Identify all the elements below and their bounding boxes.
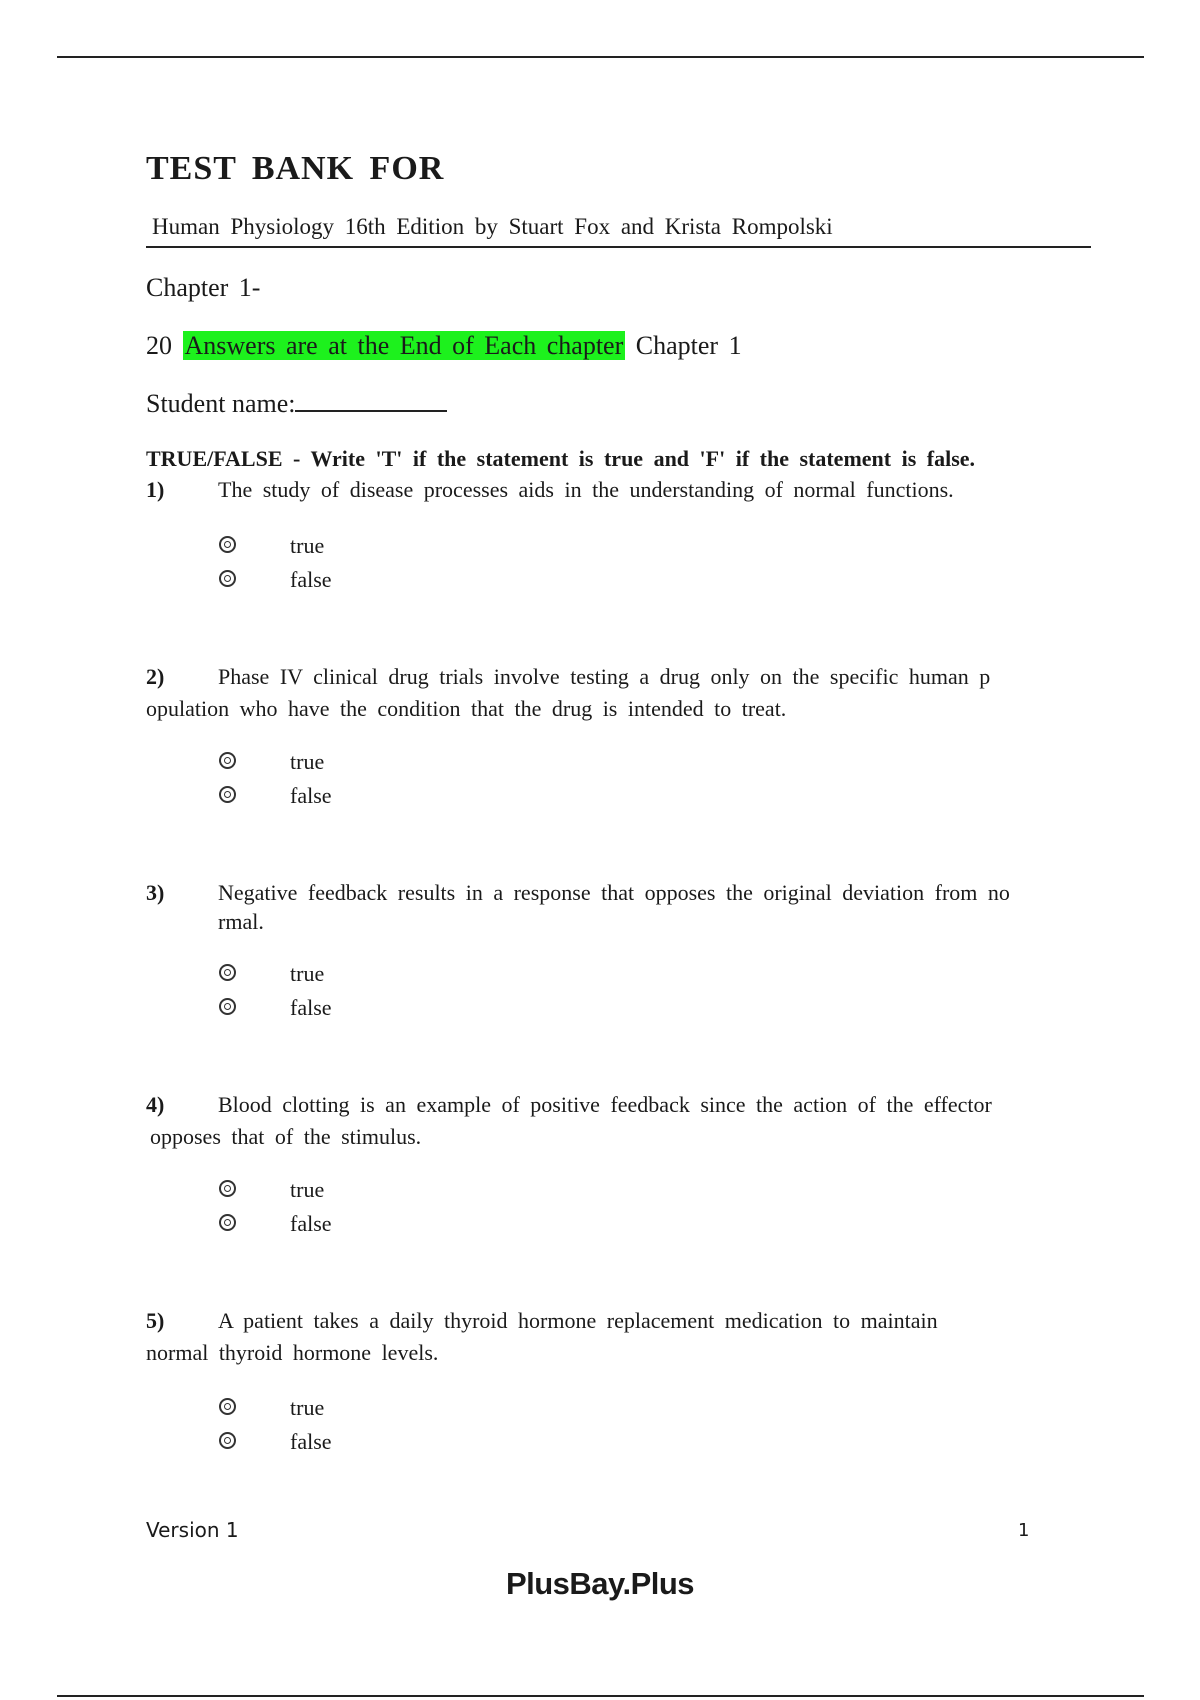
question-number: 1) <box>146 477 165 502</box>
question-4 <box>146 1089 1106 1153</box>
radio-circle-icon[interactable] <box>219 752 236 769</box>
option-label: true <box>290 961 325 986</box>
question-number: 3) <box>146 880 165 905</box>
question-5 <box>146 1305 1106 1369</box>
option-label: true <box>290 533 325 558</box>
instructions: TRUE/FALSE - Write 'T' if the statement is true and 'F' if the statement is false. <box>146 446 976 471</box>
option-label: false <box>290 783 332 808</box>
question-text: Blood clotting is an example of positive feedback since the action of the effector <box>218 1092 992 1117</box>
question-text-continued: opulation who have the condition that the drug is intended to treat. <box>146 696 787 721</box>
student-name-label: Student name: <box>146 389 296 418</box>
bottom-rule <box>57 1695 1144 1697</box>
site-brand: PlusBay.Plus <box>505 1566 695 1601</box>
radio-circle-icon[interactable] <box>219 1214 236 1231</box>
question-text-continued: opposes that of the stimulus. <box>150 1124 422 1149</box>
answers-suffix: Chapter 1 <box>635 331 742 360</box>
answers-line <box>146 331 742 361</box>
question-number: 4) <box>146 1092 165 1117</box>
option-label: false <box>290 1211 332 1236</box>
book-title: Human Physiology 16th Edition by Stuart Fox and Krista Rompolski <box>146 214 1091 248</box>
radio-circle-icon[interactable] <box>219 1398 236 1415</box>
option-label: false <box>290 567 332 592</box>
page-number: 1 <box>1018 1520 1030 1541</box>
version-label: Version 1 <box>146 1518 239 1542</box>
radio-circle-icon[interactable] <box>219 964 236 981</box>
radio-circle-icon[interactable] <box>219 998 236 1015</box>
question-text-continued: rmal. <box>218 909 264 934</box>
question-text-continued: normal thyroid hormone levels. <box>146 1340 439 1365</box>
question-1 <box>146 474 1106 506</box>
question-3 <box>146 877 1106 935</box>
radio-circle-icon[interactable] <box>219 1180 236 1197</box>
student-name-field <box>146 388 447 419</box>
question-number: 2) <box>146 664 165 689</box>
option-label: true <box>290 1395 325 1420</box>
question-text: Negative feedback results in a response that opposes the original deviation from no <box>218 880 1010 905</box>
chapter-range: Chapter 1- <box>146 273 261 302</box>
question-number: 5) <box>146 1308 165 1333</box>
radio-circle-icon[interactable] <box>219 786 236 803</box>
student-name-blank[interactable] <box>295 388 447 412</box>
radio-circle-icon[interactable] <box>219 536 236 553</box>
question-text: A patient takes a daily thyroid hormone replacement medication to maintain <box>218 1308 938 1333</box>
option-label: false <box>290 1429 332 1454</box>
top-rule <box>57 56 1144 58</box>
answers-prefix: 20 <box>146 331 172 360</box>
question-text: Phase IV clinical drug trials involve testing a drug only on the specific human p <box>218 664 991 689</box>
question-text: The study of disease processes aids in the understanding of normal functions. <box>218 477 954 502</box>
radio-circle-icon[interactable] <box>219 570 236 587</box>
option-label: false <box>290 995 332 1020</box>
option-label: true <box>290 1177 325 1202</box>
radio-circle-icon[interactable] <box>219 1432 236 1449</box>
answers-highlight: Answers are at the End of Each chapter <box>184 331 624 360</box>
option-label: true <box>290 749 325 774</box>
question-2 <box>146 661 1106 725</box>
document-title: TEST BANK FOR <box>146 150 445 187</box>
